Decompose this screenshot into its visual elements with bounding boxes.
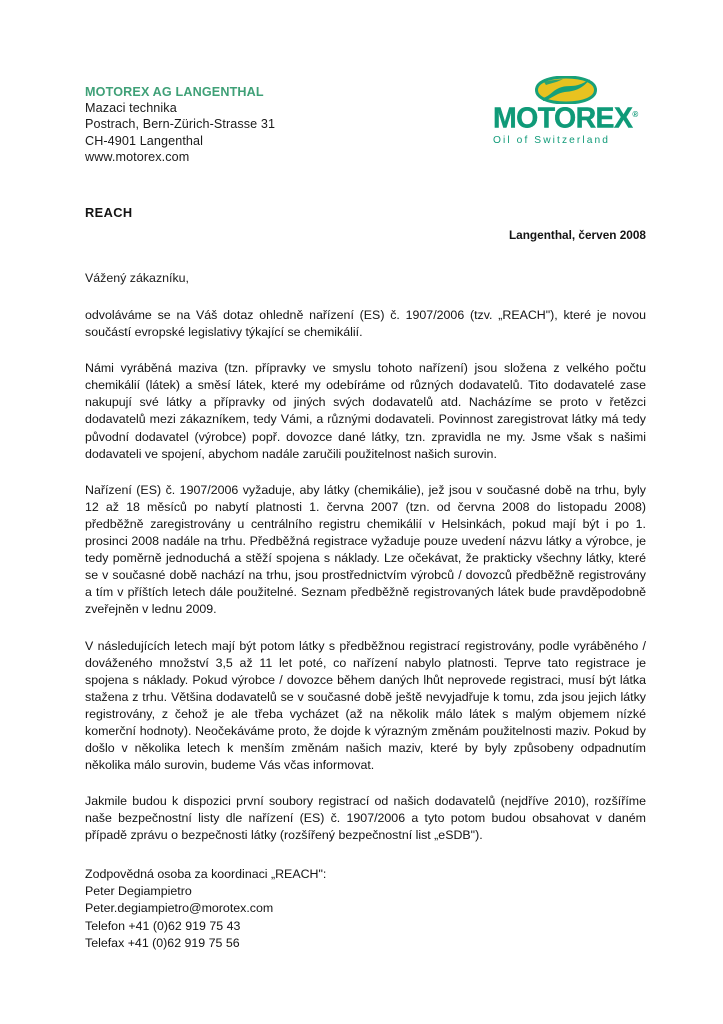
body-paragraph: odvoláváme se na Váš dotaz ohledně nařízení (ES) č. 1907/2006 (tzv. „REACH"), které je novou součástí evropské legislativy týkající se chemikálií. [85, 308, 646, 340]
contact-phone: Telefon +41 (0)62 919 75 43 [85, 918, 241, 933]
sender-street: Postrach, Bern-Zürich-Strasse 31 [85, 117, 276, 132]
sender-company-name: MOTOREX AG LANGENTHAL [85, 85, 264, 99]
contact-email: Peter.degiampietro@morotex.com [85, 901, 274, 916]
body-paragraph: Námi vyráběná maziva (tzn. přípravky ve smyslu tohoto nařízení) jsou složena z velkého počtu chemikálií (látek) a směsí látek, které my odebíráme od různých dodavatelů. Tito dodavatelé zase nakupují své látky a přípravky od jiných svých dodavatelů atd. Nacházíme se proto v řetězci dodavatelů mezi zákazníkem, tedy Vámi, a různými dodavateli. Povinnost zaregistrovat látky má tedy původní dodavatel (výrobce) popř. dovozce dané látky, tzn. zpravidla ne my. Jsme však s našimi dodavateli ve spojení, abychom nadále zaručili použitelnost našich surovin. [85, 361, 646, 461]
salutation: Vážený zákazníku, [85, 271, 190, 285]
place-and-date: Langenthal, červen 2008 [508, 228, 646, 242]
motorex-logo [493, 76, 643, 146]
sender-address-block [85, 84, 275, 165]
letter-body [85, 270, 646, 845]
logo-tagline: Oil of Switzerland [493, 134, 611, 146]
body-paragraph: Nařízení (ES) č. 1907/2006 vyžaduje, aby látky (chemikálie), jež jsou v současné době na trhu, byly 12 až 18 měsíců po nabytí platnosti 1. června 2007 (tzn. od června 2008 do listopadu 2008) předběžně zaregistrovány u centrálního registru chemikálií v Helsinkách, pokud mají být i po 1. prosinci 2008 nadále na trhu. Předběžná registrace vyžaduje pouze uvedení názvu látky a výrobce, je tedy poměrně jednoduchá a stěží spojena s náklady. Lze očekávat, že prakticky všechny látky, které se v současné době nachází na trhu, jsou prostřednictvím výrobců / dovozců předběžně registrovány a tím v příštích letech dále použitelné. Seznam předběžně registrovaných látek bude pravděpodobně zveřejněn v lednu 2009. [85, 482, 646, 617]
sender-website: www.motorex.com [85, 149, 190, 164]
logo-wordmark [493, 100, 643, 134]
registered-trademark-icon: ® [632, 110, 639, 119]
body-paragraph: Jakmile budou k dispozici první soubory registrací od našich dodavatelů (nejdříve 2010), rozšíříme naše bezpečnostní listy dle nařízení (ES) č. 1907/2006 a tyto potom budou obsahovat v daném případě zprávu o bezpečnosti látky (rozšířený bezpečnostní list „eSDB"). [85, 794, 646, 843]
contact-block [85, 866, 326, 952]
contact-name: Peter Degiampietro [85, 884, 192, 899]
logo-wordmark-text: MOTOREX [493, 102, 633, 135]
letterhead [85, 84, 645, 165]
contact-fax: Telefax +41 (0)62 919 75 56 [85, 935, 240, 950]
body-paragraph: V následujících letech mají být potom látky s předběžnou registrací registrovány, podle vyráběného / dováženého množství 3,5 až 11 let poté, co nařízení nabylo platnosti. Teprve tato registrace je spojena s náklady. Pokud výrobce / dovozce během daných lhůt neprovede registraci, musí být látka stažena z trhu. Většina dodavatelů se v současné době ještě nevyjadřuje k tomu, zda jsou jejich látky registrovány, z čehož je ale třeba vycházet (až na několik málo látek s malým objemem nízké komerční hodnoty). Neočekáváme proto, že dojde k výrazným změnám použitelnosti maziv. Pokud by došlo v několika letech k menším změnám našich maziv, které by byly způsobeny odpadnutím několika málo surovin, budeme Vás včas informovat. [85, 638, 646, 773]
logo-wordmark-group [493, 100, 643, 146]
sender-business-line: Mazaci technika [85, 101, 177, 116]
subject-heading: REACH [85, 205, 133, 220]
sender-city: CH-4901 Langenthal [85, 133, 204, 148]
contact-role: Zodpovědná osoba za koordinaci „REACH": [85, 867, 327, 881]
